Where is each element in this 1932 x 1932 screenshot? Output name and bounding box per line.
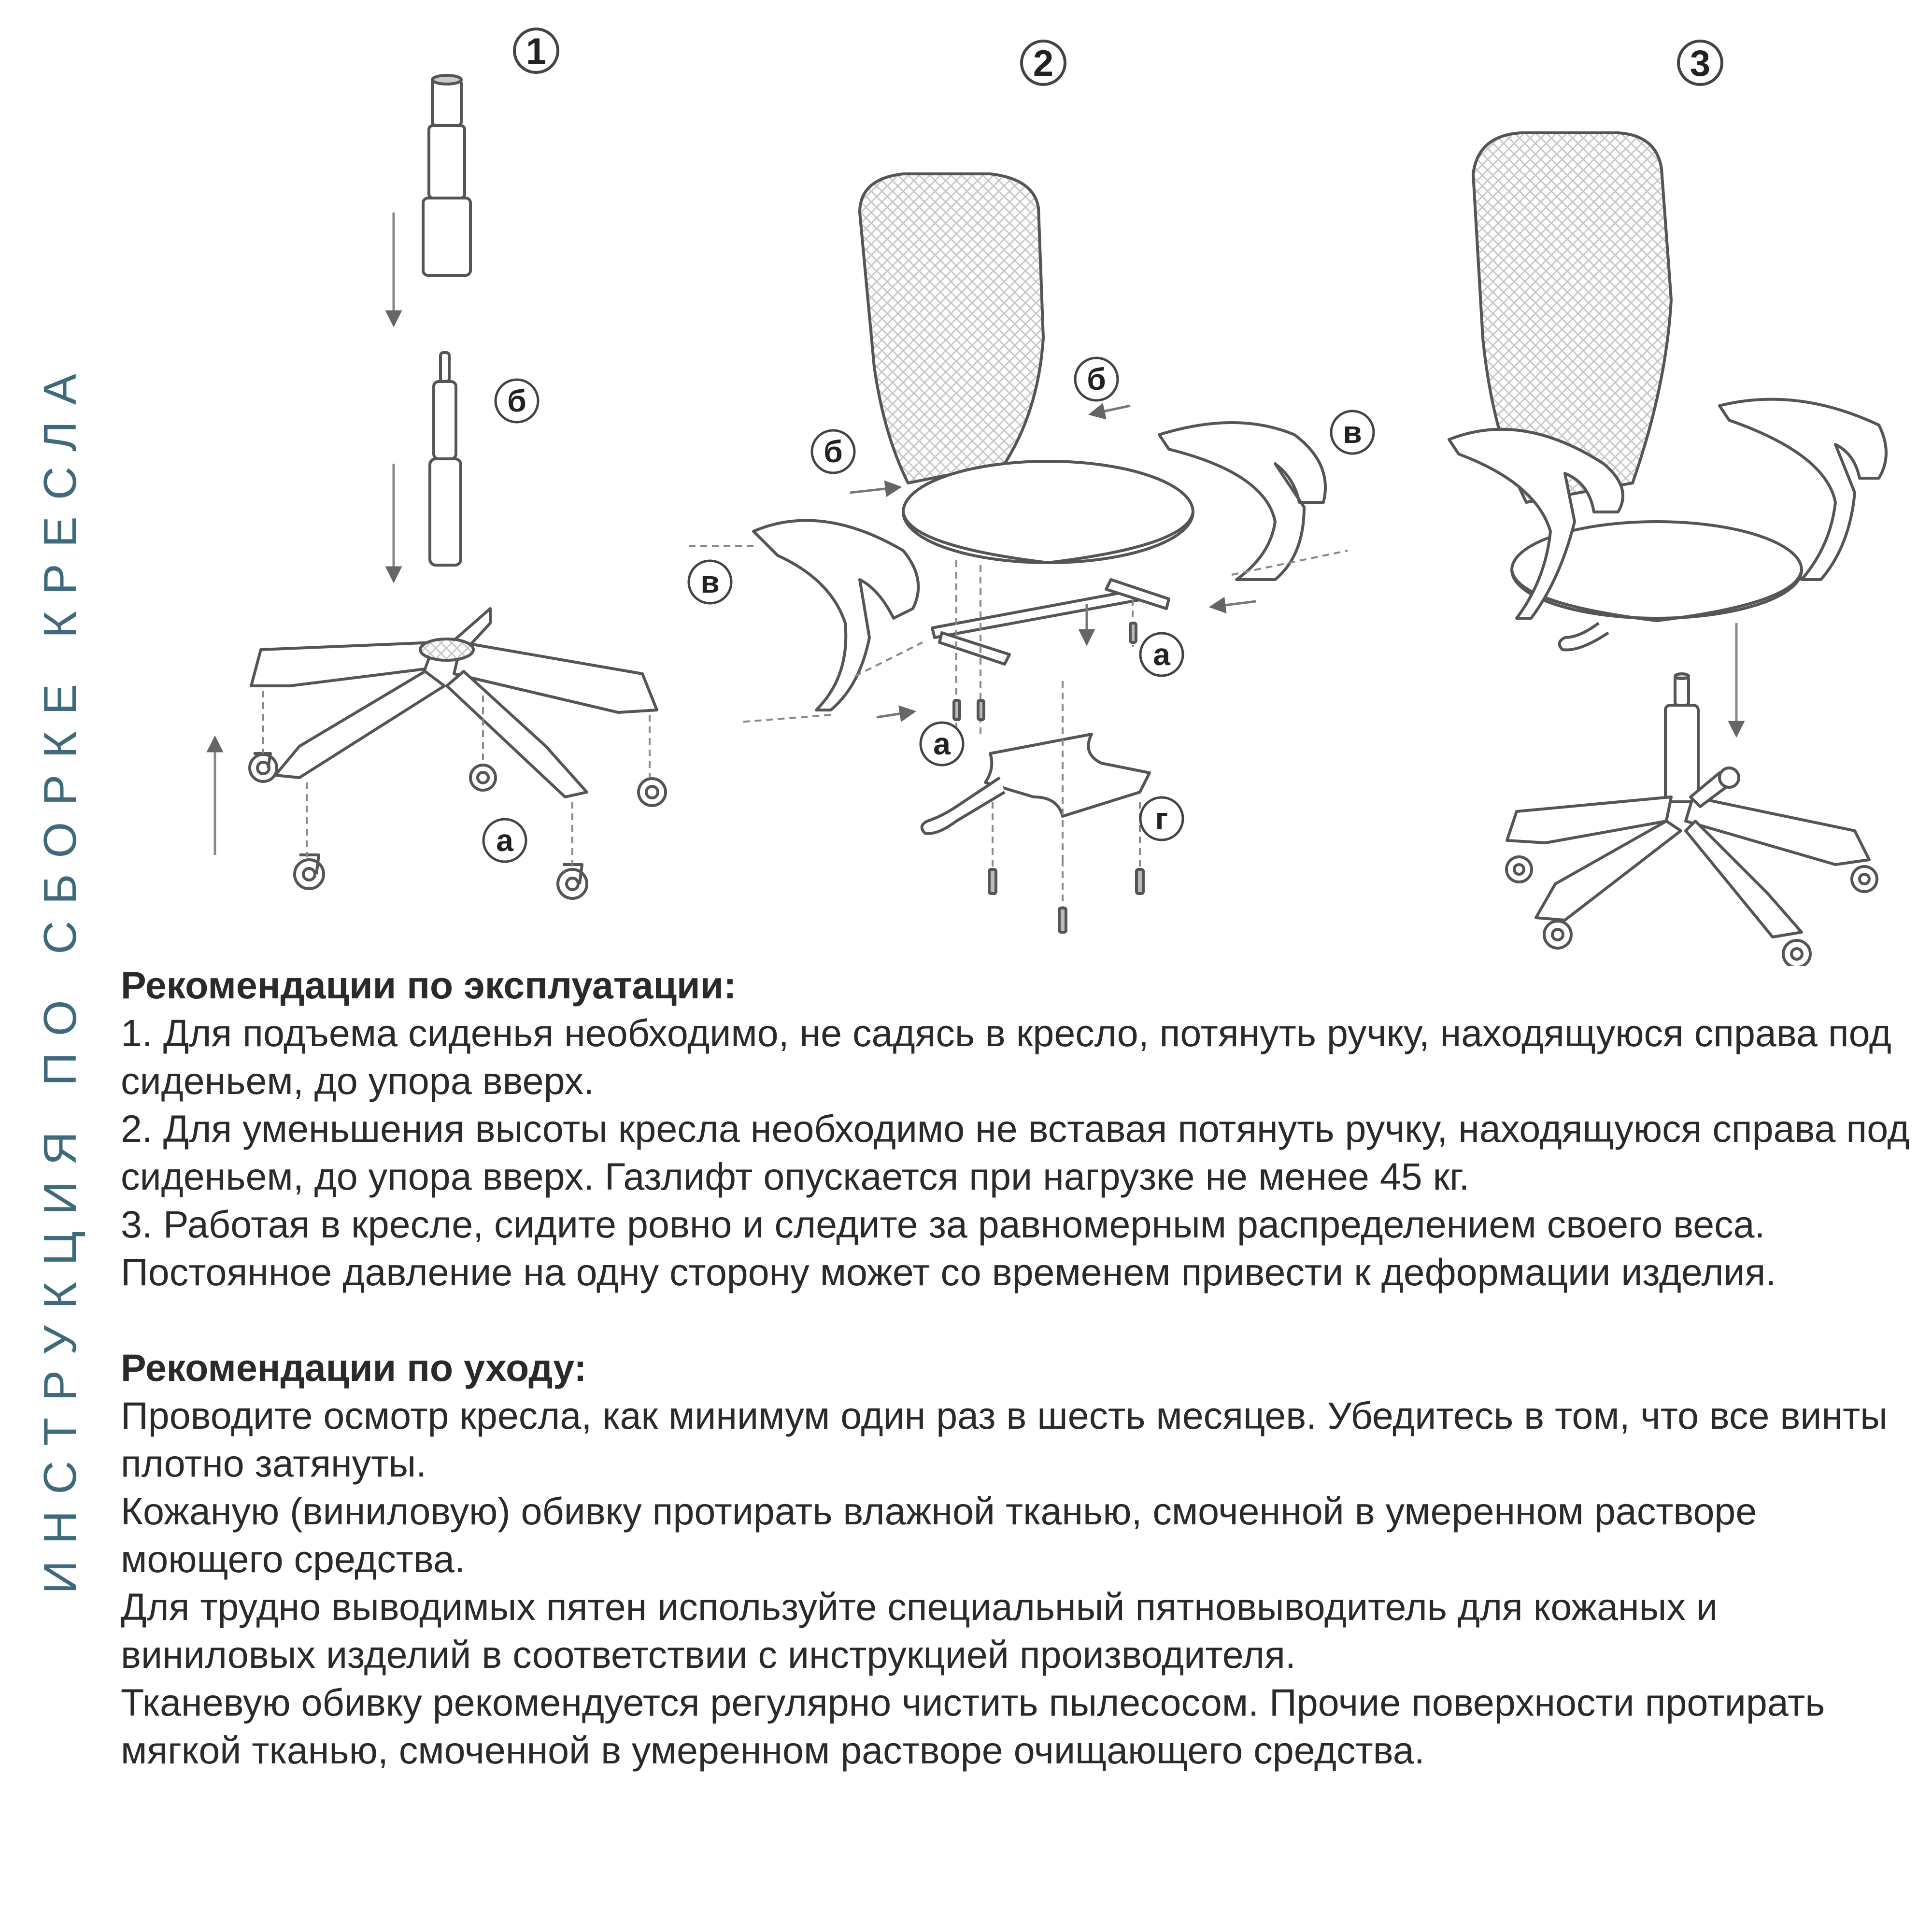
care-item: Кожаную (виниловую) обивку протирать влажной тканью, смоченной в умеренном растворе моющего средства. bbox=[121, 1490, 1757, 1580]
caster-guide-lines bbox=[263, 691, 650, 867]
care-item: Тканевую обивку рекомендуется регулярно чистить пылесосом. Прочие поверхности протирать мягкой тканью, смоченной в умеренном растворе очищающего средства. bbox=[121, 1681, 1825, 1772]
left-armrest bbox=[753, 521, 918, 710]
recommendations-text bbox=[121, 961, 1918, 1774]
usage-section bbox=[121, 961, 1918, 1296]
svg-text:а: а bbox=[933, 726, 951, 761]
label-b-right bbox=[1075, 358, 1118, 400]
svg-text:3: 3 bbox=[1690, 43, 1711, 84]
label-a-right bbox=[1140, 633, 1183, 676]
svg-text:2: 2 bbox=[1033, 43, 1054, 84]
svg-text:а: а bbox=[1153, 637, 1170, 672]
tilt-mechanism bbox=[985, 734, 1150, 816]
usage-item: 1. Для подъема сиденья необходимо, не садясь в кресло, потянуть ручку, находящуюся справа под сиденьем, до упора вверх. bbox=[121, 1011, 1891, 1102]
gas-lift bbox=[1665, 674, 1698, 802]
usage-item: 2. Для уменьшения высоты кресла необходимо не вставая потянуть ручку, находящуюся справа под сиденьем, до упора вверх. Газлифт опускается при нагрузке не менее 45 кг. bbox=[121, 1107, 1910, 1198]
step-1-number-badge bbox=[514, 29, 558, 72]
care-heading: Рекомендации по уходу: bbox=[121, 1346, 587, 1389]
svg-text:а: а bbox=[496, 823, 513, 858]
care-section bbox=[121, 1344, 1918, 1774]
care-item: Для трудно выводимых пятен используйте специальный пятновыводитель для кожаных и виниловых изделий в соответствии с инструкцией производителя. bbox=[121, 1585, 1718, 1676]
svg-text:б: б bbox=[824, 434, 843, 469]
step-2-diagram bbox=[686, 41, 1374, 932]
svg-text:б: б bbox=[507, 384, 526, 418]
backrest bbox=[860, 174, 1043, 483]
casters bbox=[250, 753, 666, 898]
usage-item: 3. Работая в кресле, сидите ровно и следите за равномерным распределением своего веса. Постоянное давление на одну сторону может со временем привести к деформации изделия. bbox=[121, 1203, 1776, 1293]
label-b-step1 bbox=[496, 380, 538, 422]
svg-text:в: в bbox=[1343, 415, 1362, 450]
gas-lift-cover bbox=[423, 75, 470, 275]
gas-lift bbox=[430, 353, 461, 565]
label-a-left bbox=[921, 723, 963, 765]
svg-text:в: в bbox=[700, 565, 720, 599]
label-b-left bbox=[812, 430, 854, 473]
step-3-diagram bbox=[1449, 41, 1886, 966]
lift-lever bbox=[1560, 623, 1608, 650]
side-title: ИНСТРУКЦИЯ ПО СБОРКЕ КРЕСЛА bbox=[34, 357, 86, 1594]
seat bbox=[903, 461, 1193, 563]
step-1-diagram bbox=[215, 29, 666, 898]
five-star-base bbox=[251, 609, 657, 797]
svg-text:1: 1 bbox=[526, 31, 547, 72]
care-item: Проводите осмотр кресла, как минимум один раз в шесть месяцев. Убедитесь в том, что все винты плотно затянуты. bbox=[121, 1394, 1888, 1485]
label-g bbox=[1140, 797, 1183, 840]
svg-text:б: б bbox=[1087, 362, 1106, 397]
label-v-right bbox=[1331, 411, 1374, 454]
label-v-left bbox=[689, 561, 731, 603]
step-3-number-badge bbox=[1678, 41, 1722, 85]
usage-heading: Рекомендации по эксплуатации: bbox=[121, 964, 737, 1007]
svg-text:г: г bbox=[1155, 801, 1168, 836]
step-2-number-badge bbox=[1022, 41, 1065, 85]
label-a-step1 bbox=[483, 819, 526, 862]
